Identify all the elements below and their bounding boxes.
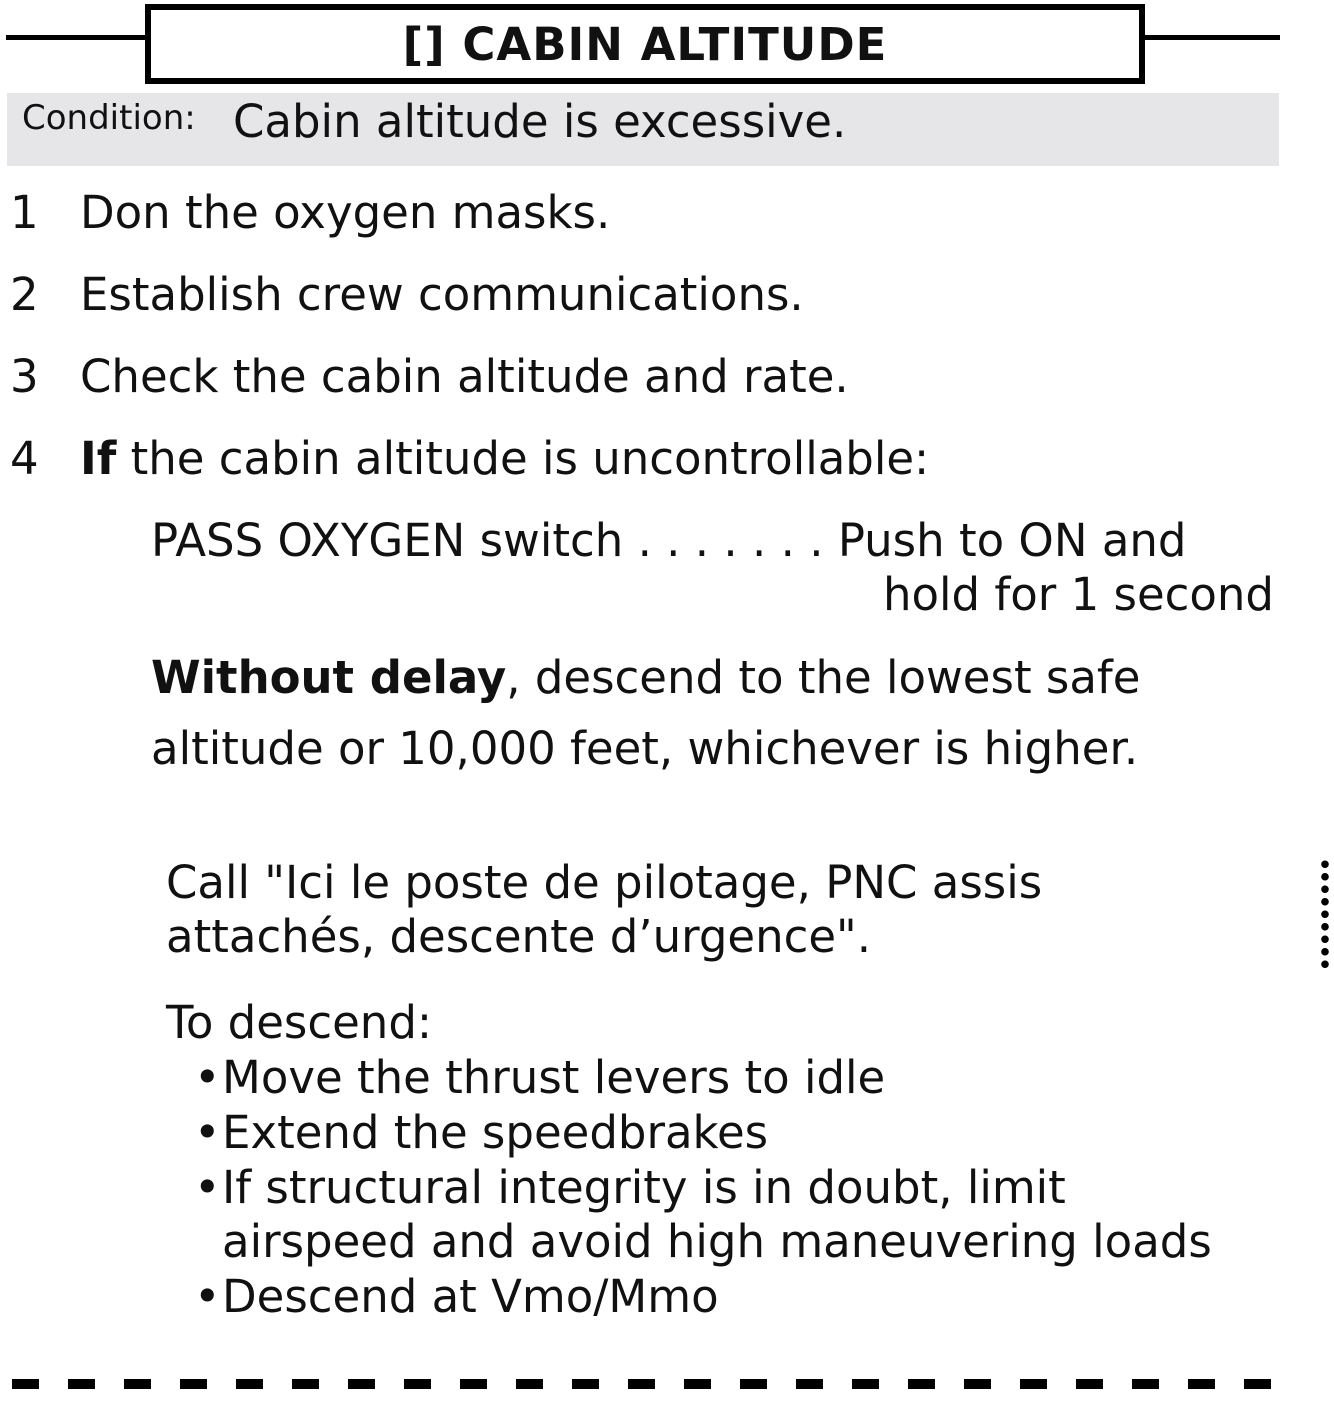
bullet-text: If structural integrity is in doubt, limit [222, 1161, 1066, 1214]
bullet-text: Move the thrust levers to idle [222, 1051, 886, 1104]
step-number: 2 [10, 268, 39, 321]
bullet-text: Extend the speedbrakes [222, 1106, 769, 1159]
condition-text: Cabin altitude is excessive. [233, 95, 847, 148]
call-line2: attachés, descente d’urgence". [166, 910, 872, 963]
dashed-separator [12, 1379, 1274, 1389]
bullet-dot: • [194, 1051, 221, 1104]
pass-oxygen-action-line2: hold for 1 second [882, 568, 1274, 621]
bullet-dot: • [194, 1106, 221, 1159]
step-condition-keyword: If [80, 432, 117, 485]
pass-oxygen-item: PASS OXYGEN switch . . . . . . . Push to ON and [151, 514, 1187, 567]
without-delay-emphasis: Without delay [151, 651, 507, 704]
bullet-text-continued: airspeed and avoid high maneuvering loads [222, 1215, 1212, 1268]
checklist-title-box [145, 4, 1145, 84]
call-line1: Call "Ici le poste de pilotage, PNC assis [166, 856, 1043, 909]
step-condition-text: the cabin altitude is uncontrollable: [116, 432, 930, 485]
without-delay-rest: , descend to the lowest safe [506, 651, 1141, 704]
step-text: Establish crew communications. [80, 268, 804, 321]
dotted-marker [1319, 858, 1331, 970]
step-text: Check the cabin altitude and rate. [80, 350, 849, 403]
title-rule-right [1144, 35, 1280, 40]
without-delay-line1 [151, 651, 1140, 704]
without-delay-line2: altitude or 10,000 feet, whichever is higher. [151, 722, 1139, 775]
condition-label: Condition: [22, 98, 196, 138]
bullet-text: Descend at Vmo/Mmo [222, 1270, 719, 1323]
step-number: 4 [10, 432, 39, 485]
bullet-dot: • [194, 1161, 221, 1214]
bullet-dot: • [194, 1270, 221, 1323]
step-text: Don the oxygen masks. [80, 186, 611, 239]
checklist-title: [] CABIN ALTITUDE [402, 17, 888, 71]
step-number: 1 [10, 186, 39, 239]
step-number: 3 [10, 350, 39, 403]
step-text [80, 432, 929, 485]
descend-heading: To descend: [166, 996, 433, 1049]
title-rule-left [6, 35, 146, 40]
